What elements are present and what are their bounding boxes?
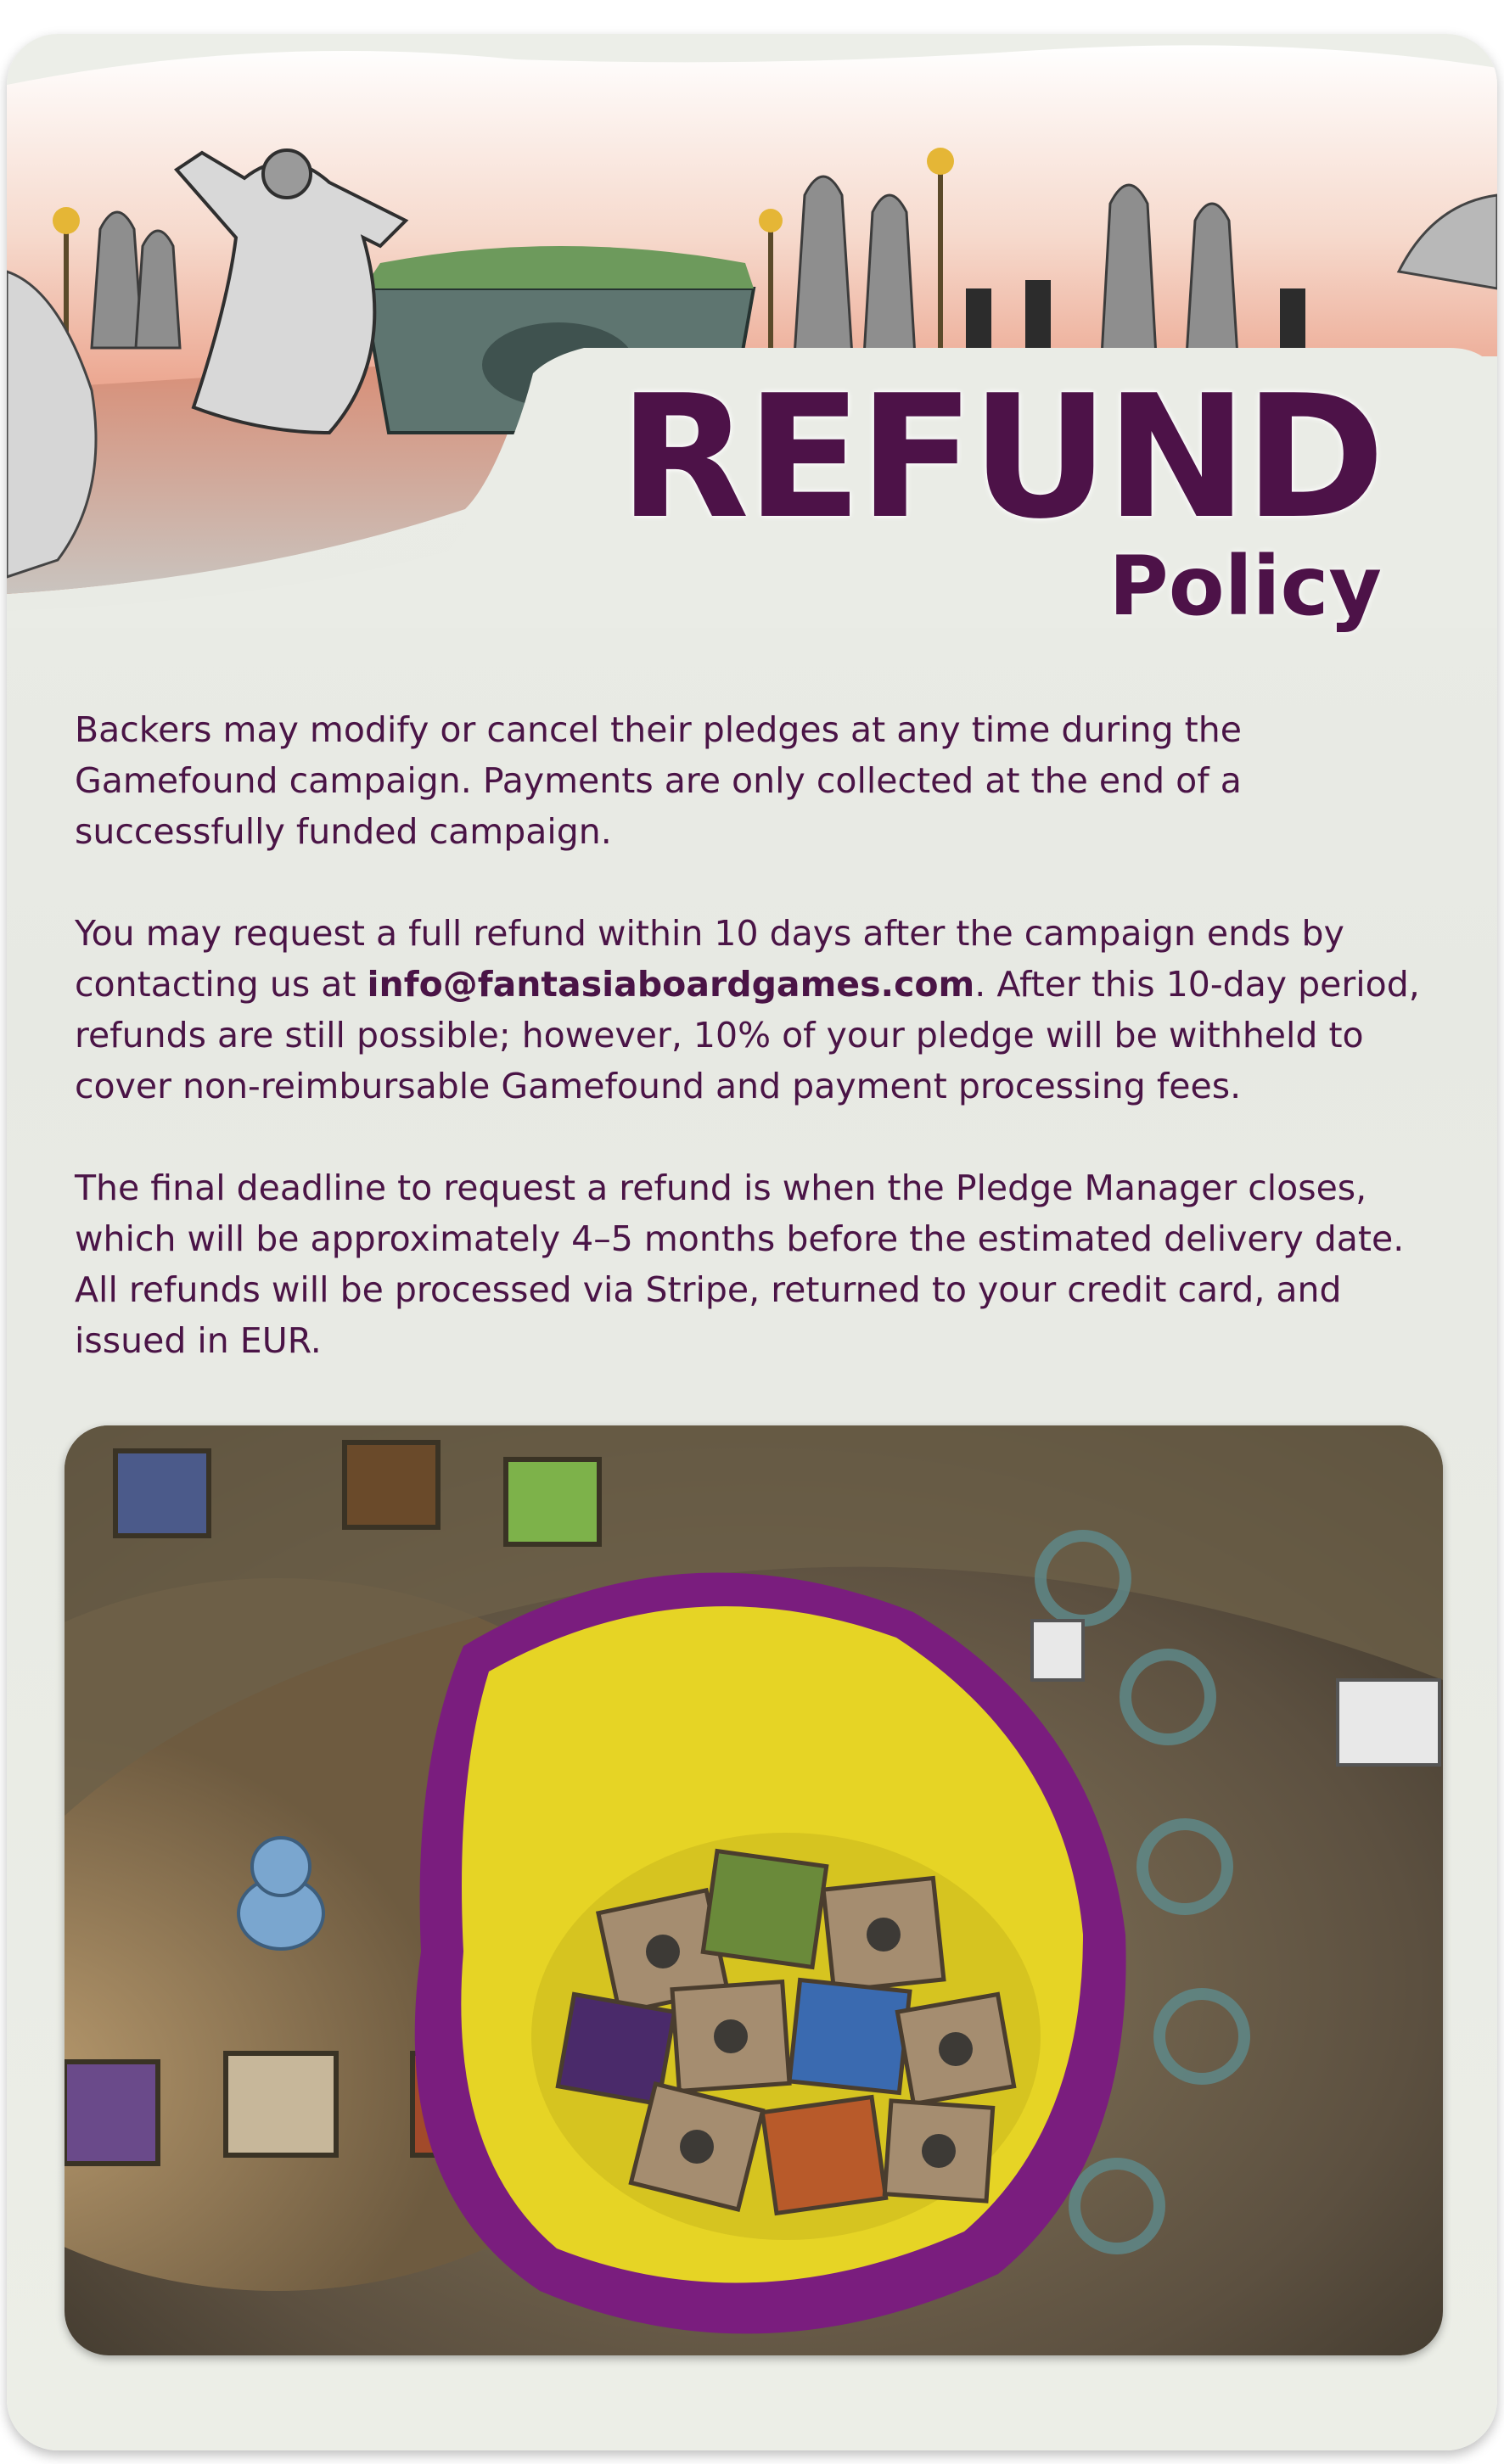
game-board-photo <box>65 1425 1443 2355</box>
heading-subtitle: Policy <box>1108 539 1382 634</box>
paragraph-modify-cancel: Backers may modify or cancel their pledges at any time during the Gamefound campaign. Payments are only collected at the end of a successfully funded campaign. <box>75 709 1242 852</box>
paragraph-refund-window <box>75 908 1433 1112</box>
paragraph-refund-window-start: You may request a full refund within 10 days after the campaign ends by contacting us at <box>75 913 1344 1005</box>
dice-bag-image <box>65 1425 1443 2355</box>
paragraph-refund-window-end: . After this 10-day period, refunds are still possible; however, 10% of your pledge will be withheld to cover non-reimbursable Gamefound and payment processing fees. <box>75 964 1420 1106</box>
policy-text <box>75 704 1433 1417</box>
refund-policy-card <box>7 34 1497 2450</box>
page-heading <box>618 359 1382 634</box>
paragraph-final-deadline: The final deadline to request a refund is when the Pledge Manager closes, which will be approximately 4–5 months before the estimated delivery date. All refunds will be processed via Stripe, returned to your credit card, and issued in EUR. <box>75 1168 1405 1361</box>
contact-email-link[interactable]: info@fantasiaboardgames.com <box>367 964 975 1005</box>
heading-title: REFUND <box>618 359 1382 557</box>
